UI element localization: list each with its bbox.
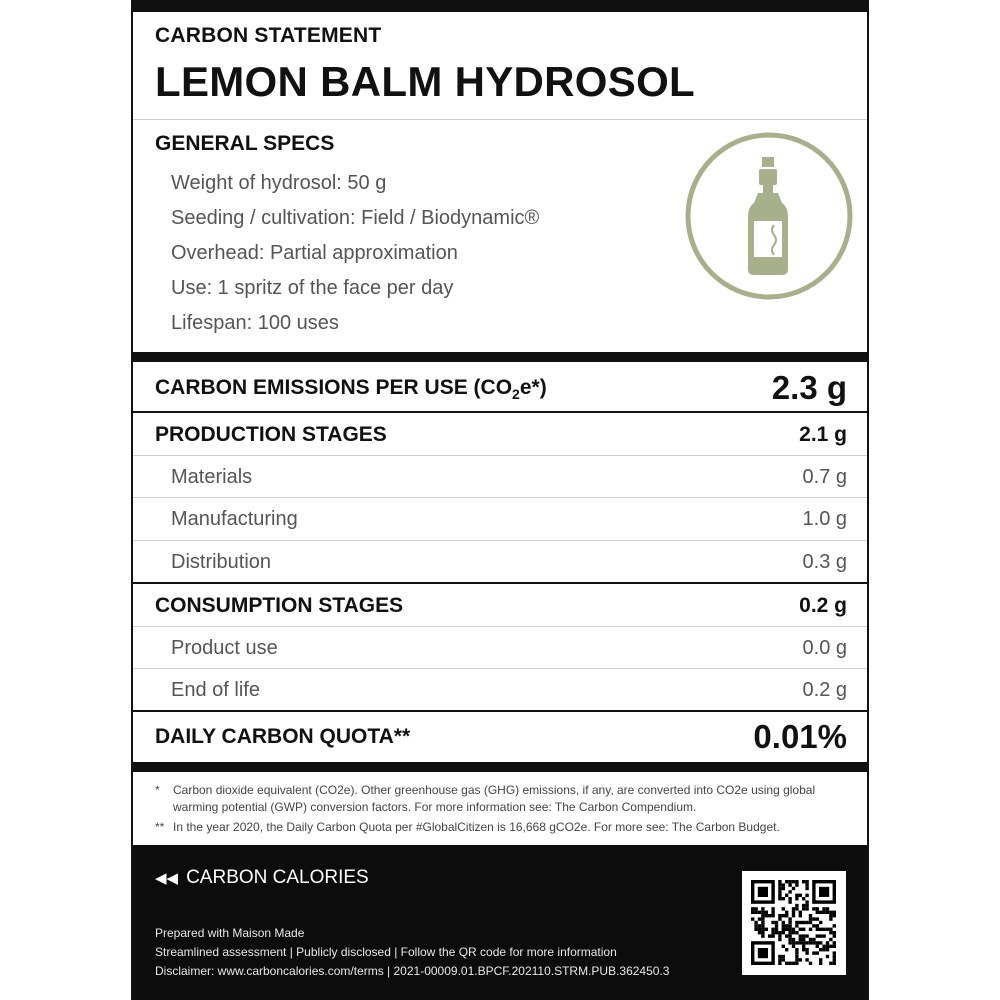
consumption-row bbox=[133, 584, 867, 626]
section-divider bbox=[133, 352, 867, 362]
stage-value: 0.2 g bbox=[802, 679, 847, 701]
top-bar bbox=[133, 0, 867, 12]
stage-value: 1.0 g bbox=[802, 508, 847, 530]
stage-row-manufacturing bbox=[133, 498, 867, 540]
quota-row bbox=[133, 712, 867, 762]
spec-use: Use: 1 spritz of the face per day bbox=[171, 277, 454, 299]
stage-row-product-use bbox=[133, 627, 867, 669]
spec-cultivation: Seeding / cultivation: Field / Biodynamic® bbox=[171, 207, 540, 229]
footnote-text: In the year 2020, the Daily Carbon Quota per #GlobalCitizen is 16,668 gCO2e. For more see: The Carbon Budget. bbox=[173, 820, 780, 834]
production-row bbox=[133, 413, 867, 455]
stage-label: Manufacturing bbox=[171, 508, 298, 530]
spray-bottle-icon bbox=[684, 131, 854, 301]
prepared-with: Prepared with Maison Made bbox=[155, 926, 305, 940]
consumption-label: CONSUMPTION STAGES bbox=[155, 594, 404, 617]
statement-kicker: CARBON STATEMENT bbox=[155, 24, 382, 47]
stage-label: Distribution bbox=[171, 551, 272, 573]
stage-value: 0.3 g bbox=[802, 551, 847, 573]
assessment-info: Streamlined assessment | Publicly disclosed | Follow the QR code for more information bbox=[155, 945, 617, 959]
stage-row-distribution bbox=[133, 541, 867, 583]
spec-weight: Weight of hydrosol: 50 g bbox=[171, 172, 387, 194]
footer bbox=[133, 845, 867, 1000]
carbon-statement-label bbox=[131, 0, 869, 1000]
emissions-value: 2.3 g bbox=[771, 369, 847, 406]
spec-lifespan: Lifespan: 100 uses bbox=[171, 312, 339, 334]
footnote-co2e bbox=[155, 782, 835, 818]
brand-name: CARBON CALORIES bbox=[186, 867, 369, 888]
production-value: 2.1 g bbox=[799, 423, 847, 446]
consumption-value: 0.2 g bbox=[799, 594, 847, 617]
stage-value: 0.0 g bbox=[802, 637, 847, 659]
general-specs-heading: GENERAL SPECS bbox=[155, 132, 335, 155]
footnote-text: Carbon dioxide equivalent (CO2e). Other greenhouse gas (GHG) emissions, if any, are converted into CO2e using global warming potential (GWP) conversion factors. For more information see: The Carbon Compendium. bbox=[173, 783, 816, 814]
double-chevron-left-icon: ◀◀ bbox=[155, 870, 179, 887]
quota-label: DAILY CARBON QUOTA** bbox=[155, 725, 411, 748]
spec-overhead: Overhead: Partial approximation bbox=[171, 242, 458, 264]
divider bbox=[133, 119, 867, 120]
stage-label: End of life bbox=[171, 679, 260, 701]
product-title: LEMON BALM HYDROSOL bbox=[155, 58, 696, 105]
qr-code[interactable] bbox=[742, 871, 846, 975]
disclaimer: Disclaimer: www.carboncalories.com/terms | 2021-00009.01.BPCF.202110.STRM.PUB.362450.3 bbox=[155, 964, 670, 978]
emissions-label: CARBON EMISSIONS PER USE $(CO_2e*)$ bbox=[155, 376, 547, 403]
quota-value: 0.01% bbox=[753, 718, 847, 755]
stage-label: Materials bbox=[171, 466, 253, 488]
stage-row-materials bbox=[133, 456, 867, 498]
stage-label: Product use bbox=[171, 637, 278, 659]
footnote-mark: * bbox=[155, 783, 160, 797]
stage-row-end-of-life bbox=[133, 669, 867, 711]
footnote-quota bbox=[155, 819, 835, 837]
section-divider bbox=[133, 762, 867, 772]
emissions-row bbox=[133, 362, 867, 412]
footnote-mark: ** bbox=[155, 820, 165, 834]
stage-value: 0.7 g bbox=[802, 466, 847, 488]
brand bbox=[155, 867, 369, 889]
production-label: PRODUCTION STAGES bbox=[155, 423, 387, 446]
